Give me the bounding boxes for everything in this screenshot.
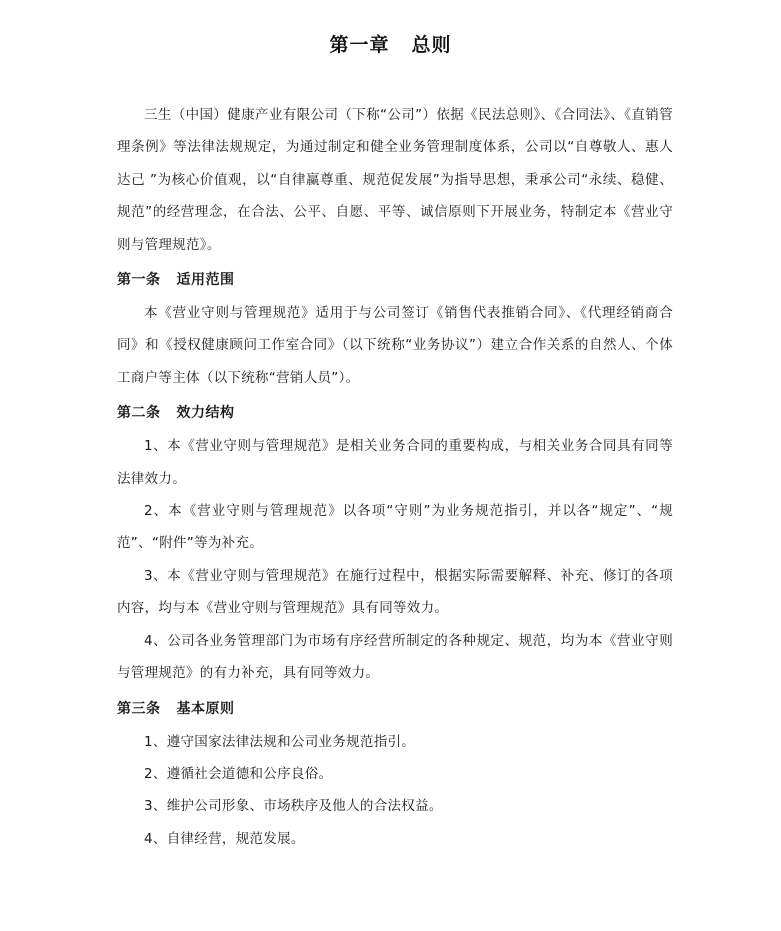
article-heading-1 — [117, 263, 673, 297]
article-3-item: 3、维护公司形象、市场秩序及他人的合法权益。 — [144, 798, 443, 815]
article-title: 适用范围 — [176, 272, 235, 289]
article-2-item: 3、本《营业守则与管理规范》在施行过程中，根据实际需要解释、补充、修订的各项内容，均与本《营业守则与管理规范》具有同等效力。 — [117, 567, 673, 617]
intro-paragraph: 三生（中国）健康产业有限公司（下称“公司”）依据《民法总则》、《合同法》、《直销管理条例》等法律法规规定，为通过制定和健全业务管理制度体系，公司以“自尊敬人、惠人达己 ”为核心价值观，以“自律赢尊重、规范促发展”为指导思想，秉承公司“永续、稳健、规范”的经营理念，在合法、公平、自愿、平等、诚信原则下开展业务，特制定本《营业守则与管理规范》。 — [117, 107, 673, 253]
chapter-label: 第一章 — [329, 34, 390, 56]
article-1-paragraph: 本《营业守则与管理规范》适用于与公司签订《销售代表推销合同》、《代理经销商合同》和《授权健康顾问工作室合同》（以下统称“业务协议”）建立合作关系的自然人、个体工商户等主体（以下统称“营销人员”）。 — [117, 305, 673, 386]
chapter-name: 总则 — [411, 34, 452, 56]
article-heading-2 — [117, 396, 673, 430]
document-body — [117, 99, 673, 855]
article-2-item: 4、公司各业务管理部门为市场有序经营所制定的各种规定、规范，均为本《营业守则与管理规范》的有力补充，具有同等效力。 — [117, 632, 673, 682]
article-number: 第三条 — [117, 700, 161, 717]
article-2-item: 1、本《营业守则与管理规范》是相关业务合同的重要构成，与相关业务合同具有同等法律效力。 — [117, 438, 673, 487]
article-title: 效力结构 — [176, 405, 235, 422]
article-3-item: 1、遵守国家法律法规和公司业务规范指引。 — [144, 733, 416, 750]
article-number: 第二条 — [117, 405, 161, 422]
chapter-title — [0, 30, 781, 57]
article-heading-3 — [117, 692, 673, 726]
article-3-item: 4、自律经营，规范发展。 — [144, 830, 305, 847]
article-2-item: 2、本《营业守则与管理规范》以各项“守则”为业务规范指引，并以各“规定”、“规范”、“附件”等为补充。 — [117, 503, 673, 552]
article-title: 基本原则 — [176, 700, 235, 717]
article-3-item: 2、遵循社会道德和公序良俗。 — [144, 765, 333, 782]
article-number: 第一条 — [117, 272, 161, 289]
